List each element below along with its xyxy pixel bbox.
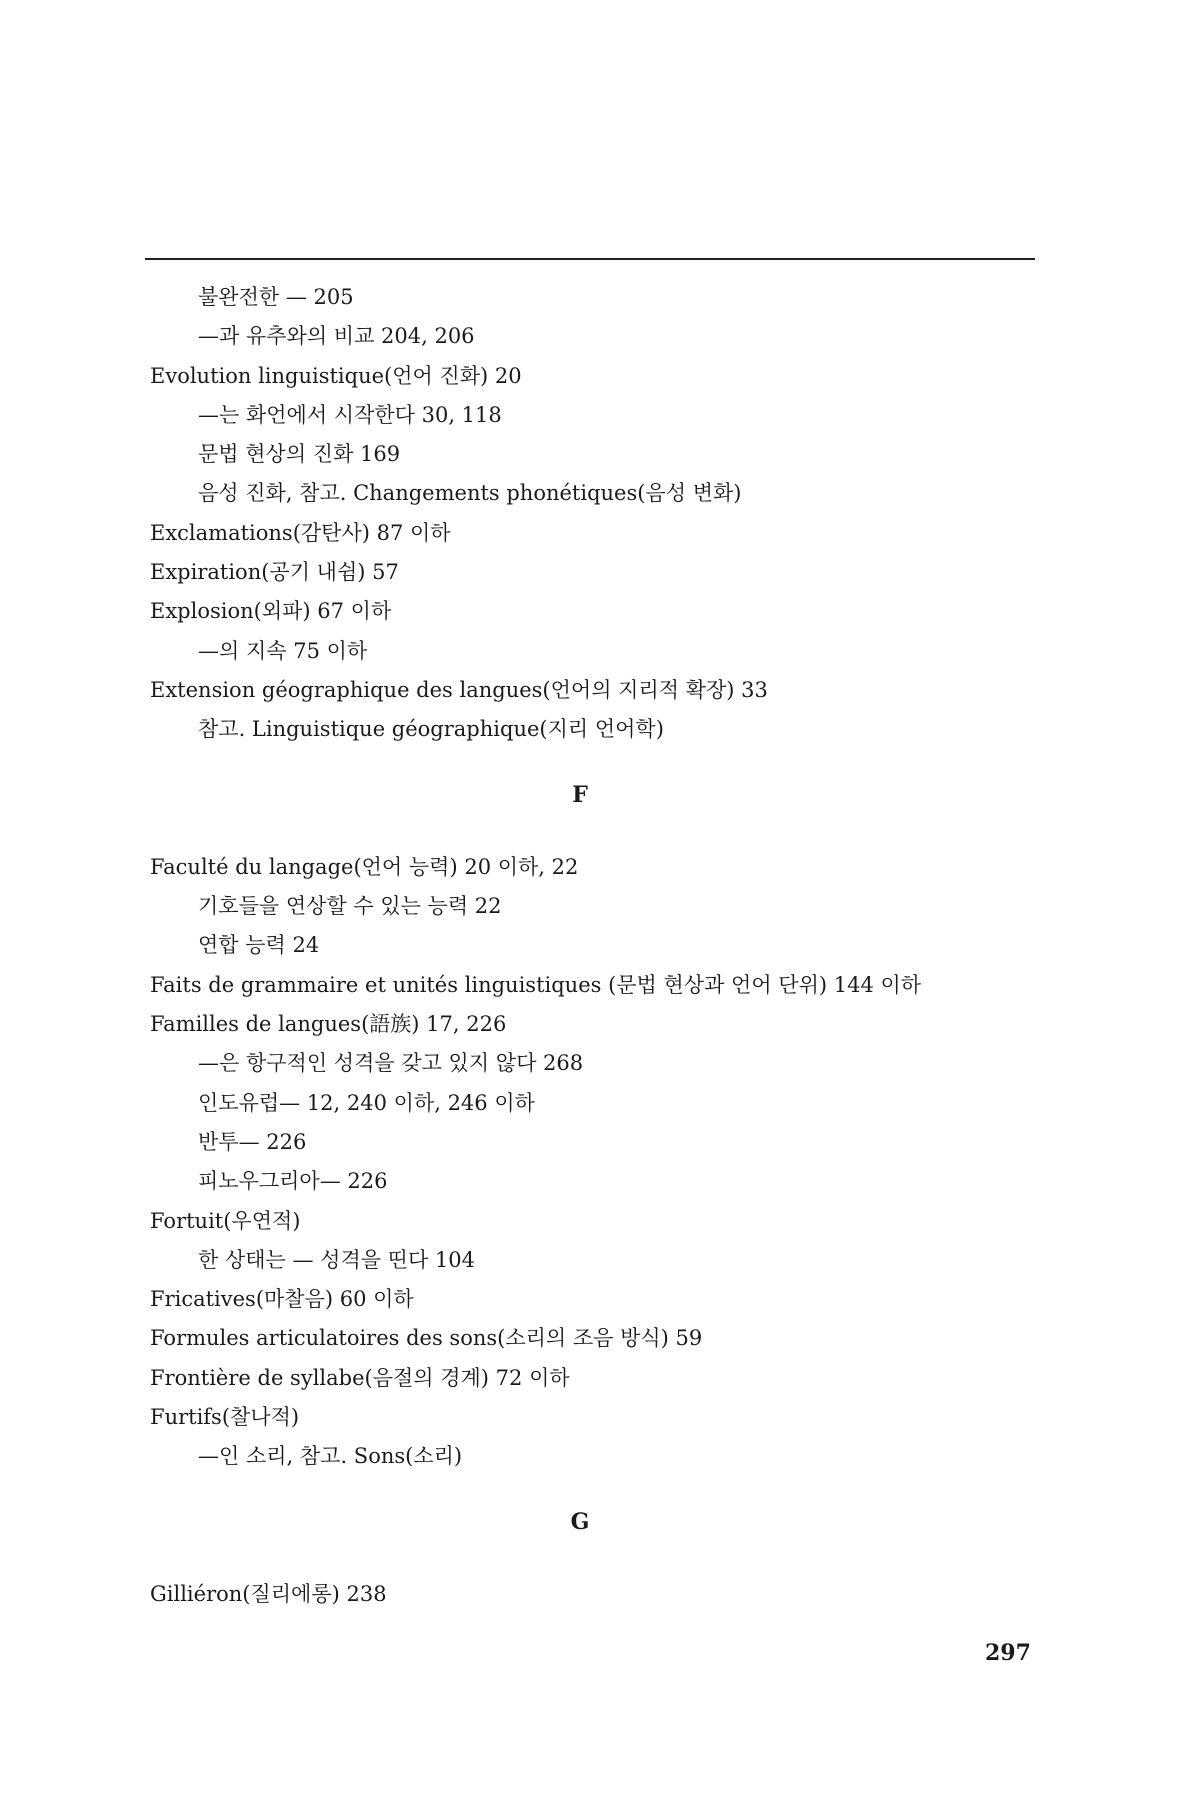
section-letter: F	[572, 781, 588, 808]
index-subentry: 반투— 226	[198, 1129, 307, 1154]
index-entry: Formules articulatoires des sons(소리의 조음 방식) 59	[150, 1326, 703, 1351]
index-subentry: 인도유럽— 12, 240 이하, 246 이하	[198, 1090, 535, 1115]
index-subentry: 음성 진화, 참고. Changements phonétiques(음성 변화)	[198, 481, 742, 506]
section-letter: G	[570, 1508, 590, 1535]
index-entry: Exclamations(감탄사) 87 이하	[150, 520, 451, 545]
index-subentry: 연합 능력 24	[198, 933, 320, 958]
index-subentry: —의 지속 75 이하	[198, 638, 368, 663]
index-subentry: —은 항구적인 성격을 갖고 있지 않다 268	[198, 1051, 584, 1076]
page-number: 297	[985, 1640, 1031, 1666]
index-entry: Extension géographique des langues(언어의 지리적 확장) 33	[150, 677, 768, 702]
index-subentry: 문법 현상의 진화 169	[198, 442, 401, 467]
index-subentry: 피노우그리아— 226	[198, 1169, 388, 1194]
index-subentry: 불완전한 — 205	[198, 285, 354, 309]
index-entry: Frontière de syllabe(음절의 경계) 72 이하	[150, 1365, 570, 1390]
index-entry: Expiration(공기 내쉼) 57	[150, 560, 399, 585]
index-entry: Furtifs(찰나적)	[150, 1405, 300, 1430]
index-entry: Fortuit(우연적)	[150, 1208, 301, 1233]
index-entry: Familles de langues(語族) 17, 226	[150, 1012, 507, 1037]
index-list	[150, 278, 1070, 1614]
index-subentry: —과 유추와의 비교 204, 206	[198, 324, 475, 349]
index-entry: Gilliéron(질리에롱) 238	[150, 1581, 387, 1606]
index-subentry: 참고. Linguistique géographique(지리 언어학)	[198, 717, 664, 742]
index-subentry: —인 소리, 참고. Sons(소리)	[198, 1444, 463, 1469]
top-rule	[145, 258, 1035, 260]
index-subentry: 한 상태는 — 성격을 띤다 104	[198, 1247, 476, 1272]
index-entry: Faculté du langage(언어 능력) 20 이하, 22	[150, 854, 579, 879]
index-subentry: —는 화언에서 시작한다 30, 118	[198, 402, 502, 427]
index-entry: Evolution linguistique(언어 진화) 20	[150, 363, 522, 388]
index-entry: Explosion(외파) 67 이하	[150, 599, 392, 624]
index-subentry: 기호들을 연상할 수 있는 능력 22	[198, 894, 502, 919]
index-entry: Fricatives(마찰음) 60 이하	[150, 1287, 414, 1312]
index-entry: Faits de grammaire et unités linguistiques (문법 현상과 언어 단위) 144 이하	[150, 972, 922, 997]
